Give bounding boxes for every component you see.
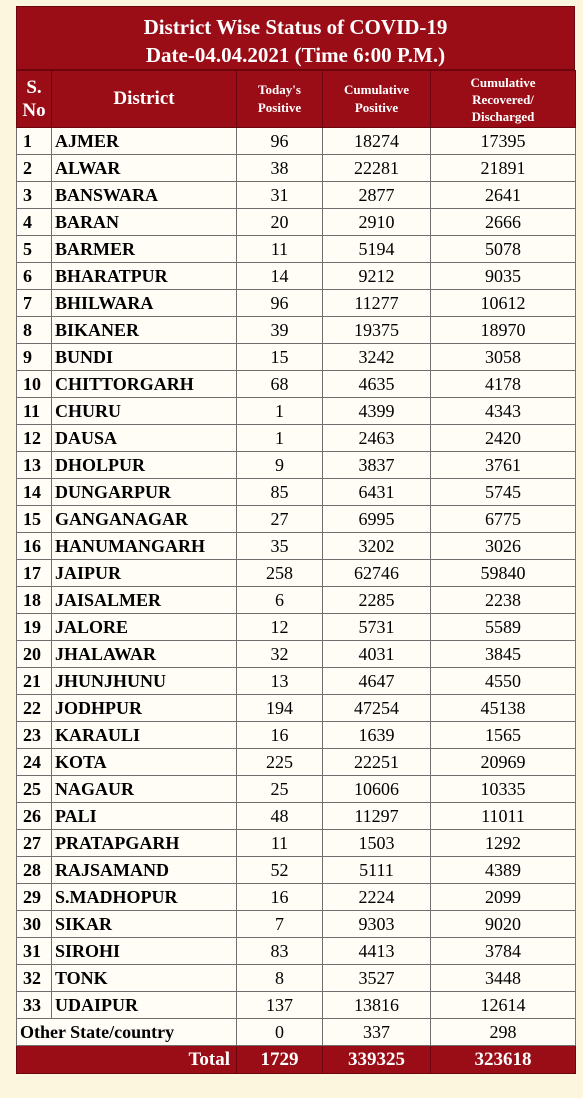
row-cumulative-positive: 6995: [323, 506, 431, 533]
row-sno: 1: [17, 128, 52, 155]
title-line-2: Date-04.04.2021 (Time 6:00 P.M.): [145, 43, 446, 67]
row-sno: 2: [17, 155, 52, 182]
row-sno: 21: [17, 668, 52, 695]
row-todays-positive: 39: [237, 317, 323, 344]
header-cumrec-line2: Recovered/: [472, 91, 534, 107]
table-row: [17, 479, 576, 506]
row-todays-positive: 194: [237, 695, 323, 722]
table-row: [17, 803, 576, 830]
row-sno: 15: [17, 506, 52, 533]
row-todays-positive: 8: [237, 965, 323, 992]
table-row: [17, 344, 576, 371]
table-row: [17, 857, 576, 884]
table-row: [17, 911, 576, 938]
row-cumulative-positive: 11297: [323, 803, 431, 830]
table-row: [17, 749, 576, 776]
table-body: [17, 128, 576, 1019]
row-district: GANGANAGAR: [52, 506, 237, 533]
row-sno: 12: [17, 425, 52, 452]
row-sno: 16: [17, 533, 52, 560]
row-sno: 17: [17, 560, 52, 587]
row-cumulative-recovered: 10335: [431, 776, 576, 803]
row-cumulative-positive: 9303: [323, 911, 431, 938]
row-todays-positive: 16: [237, 884, 323, 911]
row-cumulative-recovered: 2099: [431, 884, 576, 911]
row-cumulative-positive: 4635: [323, 371, 431, 398]
row-district: JHUNJHUNU: [52, 668, 237, 695]
row-sno: 24: [17, 749, 52, 776]
header-cumpos-line2: Positive: [354, 100, 399, 115]
row-district: BANSWARA: [52, 182, 237, 209]
row-cumulative-recovered: 9020: [431, 911, 576, 938]
row-cumulative-positive: 5111: [323, 857, 431, 884]
other-cum-recovered: 298: [431, 1019, 576, 1046]
header-row: [17, 71, 576, 128]
table-row: [17, 533, 576, 560]
row-cumulative-positive: 2463: [323, 425, 431, 452]
row-cumulative-recovered: 59840: [431, 560, 576, 587]
row-district: ALWAR: [52, 155, 237, 182]
row-district: PALI: [52, 803, 237, 830]
row-sno: 33: [17, 992, 52, 1019]
header-todays-positive: [237, 71, 323, 128]
row-todays-positive: 137: [237, 992, 323, 1019]
total-cum-positive: 339325: [323, 1046, 431, 1074]
table-row: [17, 425, 576, 452]
row-sno: 9: [17, 344, 52, 371]
table-row: [17, 155, 576, 182]
row-district: HANUMANGARH: [52, 533, 237, 560]
row-sno: 19: [17, 614, 52, 641]
row-todays-positive: 25: [237, 776, 323, 803]
row-sno: 29: [17, 884, 52, 911]
row-district: KARAULI: [52, 722, 237, 749]
row-todays-positive: 68: [237, 371, 323, 398]
row-cumulative-positive: 22251: [323, 749, 431, 776]
row-cumulative-recovered: 12614: [431, 992, 576, 1019]
row-cumulative-positive: 4413: [323, 938, 431, 965]
row-district: TONK: [52, 965, 237, 992]
district-table: [16, 70, 576, 1074]
row-cumulative-recovered: 9035: [431, 263, 576, 290]
table-row: [17, 128, 576, 155]
row-district: JALORE: [52, 614, 237, 641]
table-row: [17, 587, 576, 614]
row-todays-positive: 11: [237, 830, 323, 857]
table-row: [17, 209, 576, 236]
row-cumulative-recovered: 5745: [431, 479, 576, 506]
row-sno: 18: [17, 587, 52, 614]
total-row: [17, 1046, 576, 1074]
row-cumulative-positive: 5731: [323, 614, 431, 641]
row-todays-positive: 96: [237, 128, 323, 155]
row-district: AJMER: [52, 128, 237, 155]
row-cumulative-recovered: 1565: [431, 722, 576, 749]
table-row: [17, 776, 576, 803]
table-row: [17, 371, 576, 398]
row-cumulative-positive: 62746: [323, 560, 431, 587]
row-cumulative-recovered: 4178: [431, 371, 576, 398]
row-cumulative-positive: 1639: [323, 722, 431, 749]
row-district: JAISALMER: [52, 587, 237, 614]
row-todays-positive: 85: [237, 479, 323, 506]
row-cumulative-positive: 3837: [323, 452, 431, 479]
row-cumulative-recovered: 1292: [431, 830, 576, 857]
row-cumulative-recovered: 3845: [431, 641, 576, 668]
row-cumulative-positive: 9212: [323, 263, 431, 290]
row-todays-positive: 9: [237, 452, 323, 479]
row-cumulative-recovered: 5078: [431, 236, 576, 263]
row-cumulative-positive: 4647: [323, 668, 431, 695]
row-todays-positive: 6: [237, 587, 323, 614]
row-district: BHILWARA: [52, 290, 237, 317]
row-sno: 10: [17, 371, 52, 398]
table-row: [17, 695, 576, 722]
row-sno: 6: [17, 263, 52, 290]
other-cum-positive: 337: [323, 1019, 431, 1046]
row-cumulative-positive: 6431: [323, 479, 431, 506]
row-todays-positive: 12: [237, 614, 323, 641]
row-sno: 28: [17, 857, 52, 884]
row-todays-positive: 258: [237, 560, 323, 587]
row-cumulative-positive: 1503: [323, 830, 431, 857]
other-today: 0: [237, 1019, 323, 1046]
row-sno: 32: [17, 965, 52, 992]
row-cumulative-recovered: 2420: [431, 425, 576, 452]
row-district: BIKANER: [52, 317, 237, 344]
row-todays-positive: 13: [237, 668, 323, 695]
row-todays-positive: 48: [237, 803, 323, 830]
header-sno-line1: S.: [26, 77, 42, 98]
row-cumulative-positive: 5194: [323, 236, 431, 263]
row-district: JAIPUR: [52, 560, 237, 587]
row-cumulative-recovered: 6775: [431, 506, 576, 533]
header-sno-line2: No: [22, 100, 46, 121]
row-cumulative-positive: 2224: [323, 884, 431, 911]
row-sno: 20: [17, 641, 52, 668]
header-cumrec-line1: Cumulative: [470, 74, 536, 90]
table-row: [17, 263, 576, 290]
row-todays-positive: 11: [237, 236, 323, 263]
covid-status-sheet: [16, 6, 575, 1074]
row-district: CHURU: [52, 398, 237, 425]
row-todays-positive: 20: [237, 209, 323, 236]
row-district: NAGAUR: [52, 776, 237, 803]
table-row: [17, 830, 576, 857]
table-row: [17, 938, 576, 965]
total-cum-recovered: 323618: [431, 1046, 576, 1074]
total-today: 1729: [237, 1046, 323, 1074]
row-cumulative-recovered: 4343: [431, 398, 576, 425]
row-district: JHALAWAR: [52, 641, 237, 668]
row-cumulative-positive: 2877: [323, 182, 431, 209]
row-sno: 31: [17, 938, 52, 965]
row-sno: 14: [17, 479, 52, 506]
row-cumulative-recovered: 18970: [431, 317, 576, 344]
row-cumulative-recovered: 17395: [431, 128, 576, 155]
row-todays-positive: 31: [237, 182, 323, 209]
header-cumulative-positive: [323, 71, 431, 128]
row-district: KOTA: [52, 749, 237, 776]
table-row: [17, 641, 576, 668]
row-todays-positive: 14: [237, 263, 323, 290]
row-cumulative-positive: 47254: [323, 695, 431, 722]
header-cumulative-recovered: [431, 71, 576, 128]
header-cumrec-line3: Discharged: [471, 108, 535, 124]
row-todays-positive: 83: [237, 938, 323, 965]
row-cumulative-recovered: 4550: [431, 668, 576, 695]
table-row: [17, 317, 576, 344]
row-sno: 11: [17, 398, 52, 425]
row-todays-positive: 38: [237, 155, 323, 182]
table-row: [17, 884, 576, 911]
row-cumulative-positive: 11277: [323, 290, 431, 317]
row-todays-positive: 1: [237, 398, 323, 425]
row-district: PRATAPGARH: [52, 830, 237, 857]
row-cumulative-recovered: 4389: [431, 857, 576, 884]
row-district: RAJSAMAND: [52, 857, 237, 884]
row-cumulative-recovered: 10612: [431, 290, 576, 317]
row-district: SIROHI: [52, 938, 237, 965]
row-district: S.MADHOPUR: [52, 884, 237, 911]
row-district: BARAN: [52, 209, 237, 236]
row-todays-positive: 7: [237, 911, 323, 938]
header-today-line1: Today's: [258, 82, 301, 97]
total-label: Total: [17, 1046, 237, 1074]
row-cumulative-recovered: 20969: [431, 749, 576, 776]
header-today-line2: Positive: [257, 100, 302, 115]
table-row: [17, 992, 576, 1019]
row-district: DUNGARPUR: [52, 479, 237, 506]
table-row: [17, 722, 576, 749]
row-cumulative-recovered: 3026: [431, 533, 576, 560]
sheet-title: [16, 6, 575, 70]
table-row: [17, 965, 576, 992]
row-todays-positive: 1: [237, 425, 323, 452]
row-sno: 30: [17, 911, 52, 938]
row-todays-positive: 27: [237, 506, 323, 533]
header-sno: [17, 71, 52, 128]
row-cumulative-positive: 3527: [323, 965, 431, 992]
table-row: [17, 290, 576, 317]
row-cumulative-positive: 2285: [323, 587, 431, 614]
row-sno: 25: [17, 776, 52, 803]
row-sno: 5: [17, 236, 52, 263]
row-cumulative-positive: 10606: [323, 776, 431, 803]
table-row: [17, 452, 576, 479]
row-cumulative-positive: 3202: [323, 533, 431, 560]
table-row: [17, 398, 576, 425]
row-sno: 13: [17, 452, 52, 479]
row-todays-positive: 225: [237, 749, 323, 776]
row-district: DAUSA: [52, 425, 237, 452]
row-cumulative-recovered: 3761: [431, 452, 576, 479]
row-todays-positive: 32: [237, 641, 323, 668]
table-row: [17, 560, 576, 587]
row-district: UDAIPUR: [52, 992, 237, 1019]
row-sno: 4: [17, 209, 52, 236]
header-cumpos-line1: Cumulative: [344, 82, 409, 97]
table-row: [17, 614, 576, 641]
row-todays-positive: 35: [237, 533, 323, 560]
row-cumulative-recovered: 3784: [431, 938, 576, 965]
row-todays-positive: 96: [237, 290, 323, 317]
row-sno: 7: [17, 290, 52, 317]
row-sno: 22: [17, 695, 52, 722]
row-todays-positive: 52: [237, 857, 323, 884]
row-todays-positive: 15: [237, 344, 323, 371]
row-todays-positive: 16: [237, 722, 323, 749]
other-state-label: Other State/country: [17, 1019, 237, 1046]
row-district: BARMER: [52, 236, 237, 263]
table-row: [17, 668, 576, 695]
row-district: JODHPUR: [52, 695, 237, 722]
row-sno: 8: [17, 317, 52, 344]
row-cumulative-recovered: 45138: [431, 695, 576, 722]
row-cumulative-recovered: 2238: [431, 587, 576, 614]
row-cumulative-positive: 13816: [323, 992, 431, 1019]
row-district: DHOLPUR: [52, 452, 237, 479]
row-cumulative-recovered: 11011: [431, 803, 576, 830]
row-cumulative-positive: 2910: [323, 209, 431, 236]
row-cumulative-positive: 22281: [323, 155, 431, 182]
row-cumulative-recovered: 3448: [431, 965, 576, 992]
row-cumulative-recovered: 21891: [431, 155, 576, 182]
row-cumulative-positive: 4031: [323, 641, 431, 668]
row-cumulative-recovered: 2641: [431, 182, 576, 209]
row-cumulative-positive: 4399: [323, 398, 431, 425]
row-cumulative-recovered: 5589: [431, 614, 576, 641]
row-cumulative-recovered: 2666: [431, 209, 576, 236]
row-cumulative-positive: 3242: [323, 344, 431, 371]
table-row: [17, 506, 576, 533]
header-district: District: [52, 71, 237, 128]
row-sno: 3: [17, 182, 52, 209]
row-district: CHITTORGARH: [52, 371, 237, 398]
row-cumulative-recovered: 3058: [431, 344, 576, 371]
row-district: BHARATPUR: [52, 263, 237, 290]
row-cumulative-positive: 18274: [323, 128, 431, 155]
row-district: SIKAR: [52, 911, 237, 938]
title-line-1: District Wise Status of COVID-19: [143, 15, 448, 39]
row-district: BUNDI: [52, 344, 237, 371]
row-cumulative-positive: 19375: [323, 317, 431, 344]
row-sno: 26: [17, 803, 52, 830]
table-row: [17, 236, 576, 263]
row-sno: 23: [17, 722, 52, 749]
other-state-row: [17, 1019, 576, 1046]
table-row: [17, 182, 576, 209]
row-sno: 27: [17, 830, 52, 857]
